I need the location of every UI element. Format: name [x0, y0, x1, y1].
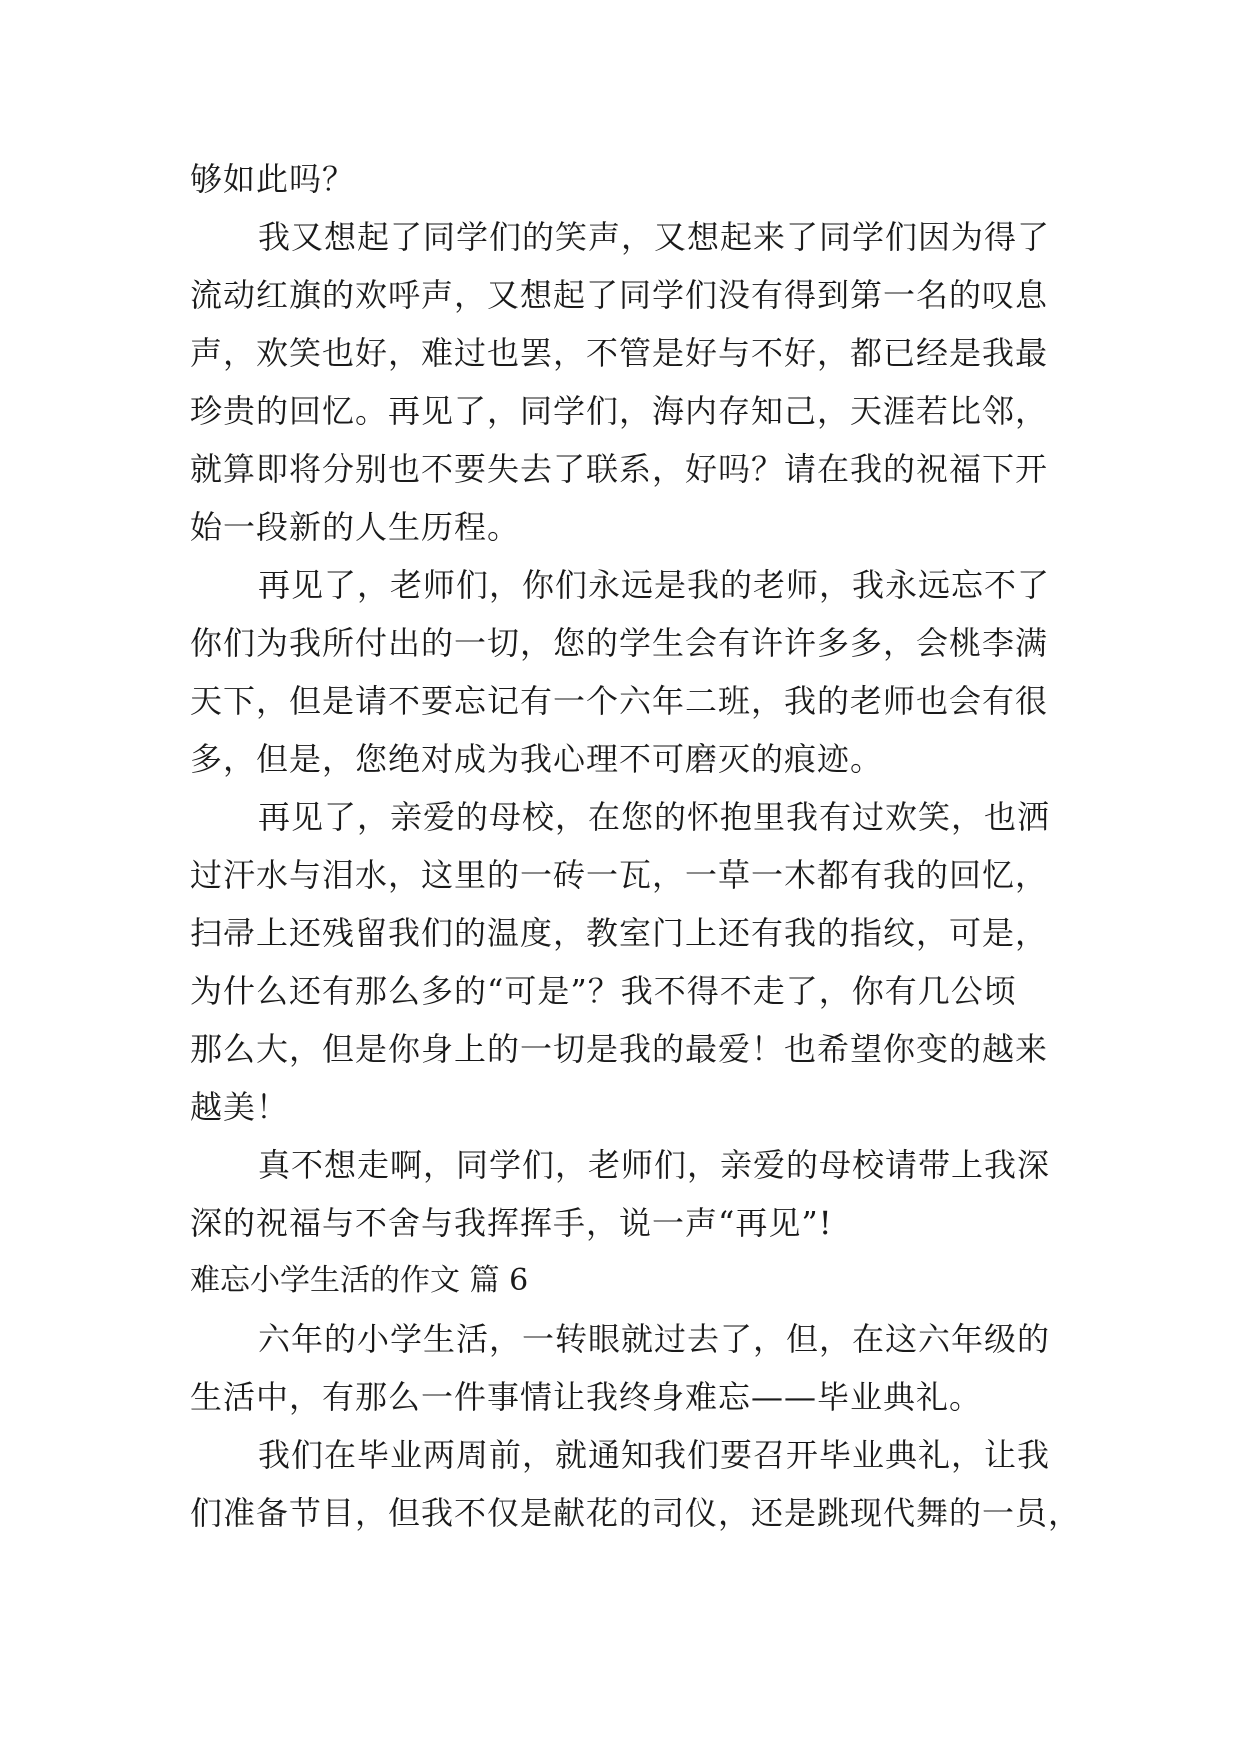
text-line: 始一段新的人生历程。: [190, 508, 521, 546]
text-line: 流动红旗的欢呼声，又想起了同学们没有得到第一名的叹息: [190, 276, 1049, 314]
text-line: 你们为我所付出的一切，您的学生会有许许多多，会桃李满: [190, 624, 1049, 662]
text-line: 越美！: [190, 1088, 290, 1126]
paragraph-start-line: 再见了，老师们，你们永远是我的老师，我永远忘不了: [258, 566, 1051, 604]
section-heading: 难忘小学生活的作文 篇 6: [190, 1263, 529, 1298]
text-line: 扫帚上还残留我们的温度，教室门上还有我的指纹，可是，: [190, 914, 1049, 952]
text-line: 深的祝福与不舍与我挥挥手，说一声“再见”!: [190, 1204, 833, 1242]
paragraph-start-line: 再见了，亲爱的母校，在您的怀抱里我有过欢笑，也洒: [258, 798, 1051, 836]
paragraph-start-line: 六年的小学生活，一转眼就过去了，但，在这六年级的: [258, 1320, 1051, 1358]
text-line: 够如此吗？: [190, 160, 356, 198]
text-line: 声，欢笑也好，难过也罢，不管是好与不好，都已经是我最: [190, 334, 1049, 372]
paragraph-start-line: 我又想起了同学们的笑声，又想起来了同学们因为得了: [258, 218, 1051, 256]
text-line: 为什么还有那么多的“可是”？我不得不走了，你有几公顷: [190, 972, 1017, 1010]
document-page: [190, 150, 1082, 1542]
text-line: 天下，但是请不要忘记有一个六年二班，我的老师也会有很: [190, 682, 1049, 720]
text-line: 多，但是，您绝对成为我心理不可磨灭的痕迹。: [190, 740, 884, 778]
text-line: 那么大，但是你身上的一切是我的最爱！也希望你变的越来: [190, 1030, 1049, 1068]
paragraph-start-line: 我们在毕业两周前，就通知我们要召开毕业典礼，让我: [258, 1436, 1051, 1474]
text-line: 过汗水与泪水，这里的一砖一瓦，一草一木都有我的回忆，: [190, 856, 1049, 894]
text-line: 就算即将分别也不要失去了联系，好吗？请在我的祝福下开: [190, 450, 1049, 488]
paragraph-start-line: 真不想走啊，同学们，老师们，亲爱的母校请带上我深: [258, 1146, 1051, 1184]
text-line: 生活中，有那么一件事情让我终身难忘——毕业典礼。: [190, 1378, 983, 1416]
text-line: 珍贵的回忆。再见了，同学们，海内存知己，天涯若比邻，: [190, 392, 1049, 430]
text-line: 们准备节目，但我不仅是献花的司仪，还是跳现代舞的一员，: [190, 1494, 1082, 1532]
